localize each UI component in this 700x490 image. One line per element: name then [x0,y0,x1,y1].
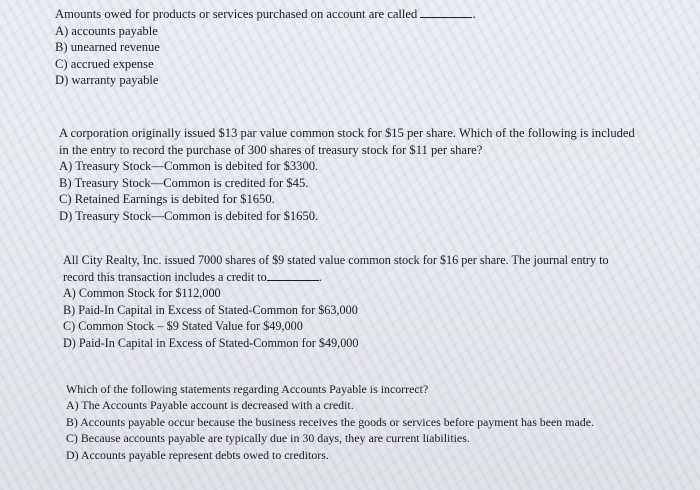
answer-blank [420,6,472,18]
question-3-stem-text: All City Realty, Inc. issued 7000 shares of $9 stated value common stock for $16 per share. The journal entry to record this transaction includes a credit to [63,253,609,284]
question-1 [55,6,655,89]
question-4 [66,381,626,463]
question-3-option-d[interactable]: D) Paid-In Capital in Excess of Stated-Common for $49,000 [63,335,359,350]
question-1-stem-text: Amounts owed for products or services purchased on account are called [55,7,418,21]
question-2-option-c[interactable]: C) Retained Earnings is debited for $1650. [59,192,275,207]
question-2 [59,125,639,225]
question-2-option-d[interactable]: D) Treasury Stock—Common is debited for $1650. [59,208,319,223]
question-4-option-a[interactable]: A) The Accounts Payable account is decreased with a credit. [66,398,354,413]
question-3-option-b[interactable]: B) Paid-In Capital in Excess of Stated-Common for $63,000 [63,302,358,317]
question-1-stem [55,6,655,23]
question-1-option-d[interactable]: D) warranty payable [55,73,159,88]
question-4-option-c[interactable]: C) Because accounts payable are typically due in 30 days, they are current liabilities. [66,431,470,446]
question-1-option-c[interactable]: C) accrued expense [55,56,154,71]
question-1-stem-end: . [472,7,476,21]
question-3-option-c[interactable]: C) Common Stock – $9 Stated Value for $49,000 [63,319,303,334]
question-1-option-b[interactable]: B) unearned revenue [55,40,160,55]
question-3 [63,252,633,352]
question-2-option-b[interactable]: B) Treasury Stock—Common is credited for $45. [59,175,309,190]
question-1-option-a[interactable]: A) accounts payable [55,23,158,38]
question-3-stem [63,252,633,285]
question-4-option-b[interactable]: B) Accounts payable occur because the business receives the goods or services before payment has been made. [66,414,594,429]
question-4-stem: Which of the following statements regarding Accounts Payable is incorrect? [66,382,429,396]
question-3-stem-end: . [318,269,322,284]
answer-blank [267,269,319,281]
question-2-stem: A corporation originally issued $13 par value common stock for $15 per share. Which of the following is included in the entry to record the purchase of 300 shares of treasury stock for $11 per share? [59,126,635,157]
question-3-option-a[interactable]: A) Common Stock for $112,000 [63,286,221,301]
question-4-option-d[interactable]: D) Accounts payable represent debts owed to creditors. [66,447,329,462]
question-2-option-a[interactable]: A) Treasury Stock—Common is debited for $3300. [59,159,319,174]
